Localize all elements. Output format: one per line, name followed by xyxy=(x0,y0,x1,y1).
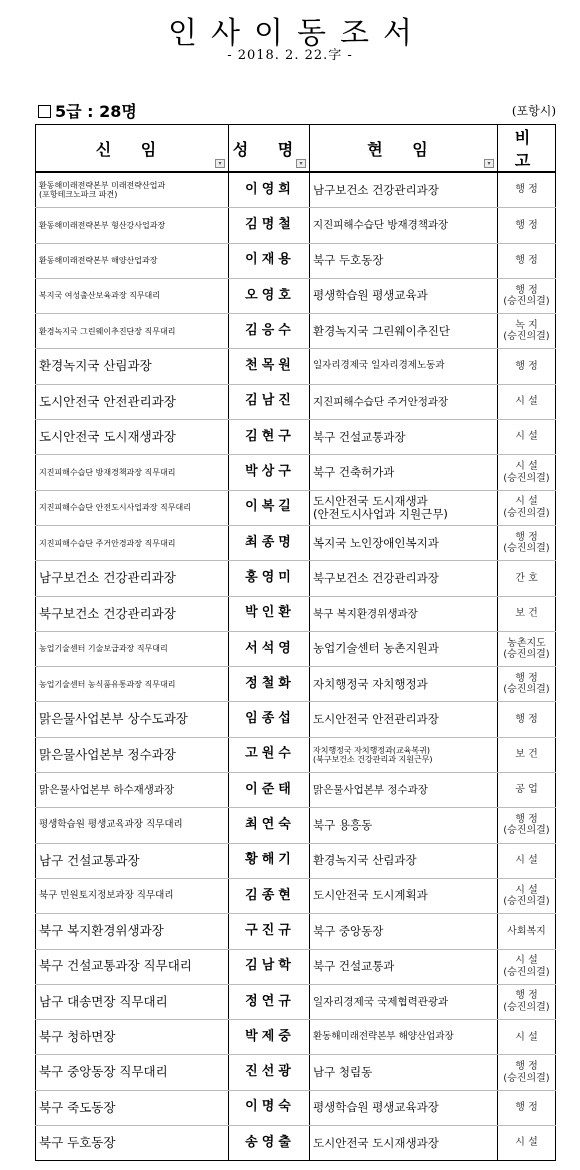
organization-label: (포항시) xyxy=(511,104,556,118)
current-post-cell xyxy=(310,596,498,631)
current-post-cell-line: 지진피해수습단 주거안정과장 xyxy=(313,395,449,408)
name-cell xyxy=(229,172,310,208)
remarks-cell-line: 시 설 xyxy=(515,431,538,443)
new-post-cell-line: 환동해미래전략본부 해양산업과장 xyxy=(39,256,158,266)
name-cell-line: 임종섭 xyxy=(245,711,295,727)
remarks-cell-line: (승진의결) xyxy=(503,507,550,519)
remarks-cell-line: 행 정 xyxy=(515,284,538,296)
new-post-cell-line: 맑은물사업본부 정수과장 xyxy=(39,746,176,762)
current-post-cell xyxy=(310,808,498,843)
checkbox-square-icon xyxy=(38,105,51,118)
name-cell-line: 오영호 xyxy=(245,287,295,303)
remarks-cell xyxy=(498,1020,556,1055)
name-cell-line: 김응수 xyxy=(245,322,295,338)
new-post-cell-line: 북구 청하면장 xyxy=(39,1029,116,1045)
new-post-cell xyxy=(36,773,229,808)
new-post-cell xyxy=(36,596,229,631)
current-post-cell xyxy=(310,243,498,278)
remarks-cell-line: (승진의결) xyxy=(503,896,550,908)
new-post-cell-line: 농업기술센터 기술보급과장 직무대리 xyxy=(39,644,168,654)
current-post-cell xyxy=(310,525,498,560)
new-post-cell-line: 북구 두호동장 xyxy=(39,1134,116,1150)
table-row xyxy=(36,349,556,384)
filter-dropdown-icon[interactable]: ▾ xyxy=(484,159,494,168)
remarks-cell-line: (승진의결) xyxy=(503,1001,550,1013)
current-post-cell xyxy=(310,349,498,384)
remarks-cell-line: (승진의결) xyxy=(503,331,550,343)
remarks-cell xyxy=(498,278,556,313)
current-post-cell xyxy=(310,667,498,702)
new-post-cell xyxy=(36,1055,229,1090)
remarks-cell-line: (승진의결) xyxy=(503,543,550,555)
section-label: 5급 : 28명 xyxy=(55,102,137,121)
remarks-cell-line: 행 정 xyxy=(515,531,538,543)
new-post-cell-line: (포항테크노파크 파견) xyxy=(39,190,118,200)
new-post-cell xyxy=(36,314,229,349)
remarks-cell-line: (승진의결) xyxy=(503,684,550,696)
current-post-cell-line: 자치행정국 자치행정과(교육복귀) xyxy=(313,745,430,755)
current-post-cell-line: 도시안전국 도시재생과 xyxy=(313,493,428,508)
name-cell-line: 이복길 xyxy=(245,499,295,515)
new-post-cell xyxy=(36,984,229,1019)
column-header-name[interactable]: 성 명 ▾ xyxy=(229,125,310,173)
table-row xyxy=(36,314,556,349)
new-post-cell xyxy=(36,208,229,243)
new-post-cell xyxy=(36,808,229,843)
remarks-cell xyxy=(498,773,556,808)
remarks-cell-line: 행 정 xyxy=(515,360,538,372)
remarks-cell-line: 시 설 xyxy=(515,955,538,967)
table-row xyxy=(36,702,556,737)
current-post-cell xyxy=(310,949,498,984)
current-post-cell-line: 일자리경제국 일자리경제노동과 xyxy=(313,360,445,372)
remarks-cell xyxy=(498,596,556,631)
document-title: 인사이동조서 xyxy=(168,16,426,51)
remarks-cell xyxy=(498,914,556,949)
name-cell xyxy=(229,984,310,1019)
new-post-cell-line: 지진피해수습단 주거안경과장 직무대리 xyxy=(39,538,176,548)
table-row xyxy=(36,561,556,596)
new-post-cell-line: 복지국 여성출산보육과장 직무대리 xyxy=(39,291,161,301)
column-header-current-post[interactable]: 현 임 ▾ xyxy=(310,125,498,173)
table-row xyxy=(36,420,556,455)
remarks-cell-line: 행 정 xyxy=(515,713,538,725)
remarks-cell-line: (승진의결) xyxy=(503,296,550,308)
new-post-cell-line: 평생학습원 평생교육과장 직무대리 xyxy=(39,819,183,831)
remarks-cell xyxy=(498,984,556,1019)
remarks-cell xyxy=(498,1090,556,1125)
current-post-cell xyxy=(310,773,498,808)
remarks-cell xyxy=(498,843,556,878)
remarks-cell-line: (승진의결) xyxy=(503,472,550,484)
new-post-cell xyxy=(36,420,229,455)
name-cell xyxy=(229,914,310,949)
name-cell xyxy=(229,702,310,737)
new-post-cell xyxy=(36,561,229,596)
current-post-cell-line: 북구 건설교통과 xyxy=(313,959,395,974)
new-post-cell-line: 환경녹지국 산림과장 xyxy=(39,358,152,374)
document-date: - 2018. 2. 22.字 - xyxy=(227,48,353,63)
new-post-cell-line: 맑은물사업본부 상수도과장 xyxy=(39,711,188,727)
remarks-cell-line: 공 업 xyxy=(515,784,538,796)
name-cell-line: 황해기 xyxy=(245,852,295,868)
new-post-cell-line: 환동해미래전략본부 미래전략산업과 xyxy=(39,180,166,190)
current-post-cell xyxy=(310,208,498,243)
name-cell-line: 김현구 xyxy=(245,428,295,444)
current-post-cell-line: 북구 중앙동장 xyxy=(313,923,384,938)
current-post-cell-line: 자치행정국 자치행정과 xyxy=(313,676,428,691)
new-post-cell-line: 남구 건설교통과장 xyxy=(39,852,140,868)
new-post-cell xyxy=(36,490,229,525)
table-row xyxy=(36,949,556,984)
new-post-cell-line: 지진피해수습단 방재경책과장 직무대리 xyxy=(39,467,176,477)
new-post-cell xyxy=(36,667,229,702)
remarks-cell-line: 행 정 xyxy=(515,672,538,684)
name-cell xyxy=(229,420,310,455)
new-post-cell xyxy=(36,455,229,490)
current-post-cell xyxy=(310,843,498,878)
table-row xyxy=(36,631,556,666)
table-row xyxy=(36,1126,556,1161)
remarks-cell-line: 녹 지 xyxy=(515,319,538,331)
new-post-cell-line: 환동해미래전략본부 형산강사업과장 xyxy=(39,220,166,230)
table-row xyxy=(36,843,556,878)
current-post-cell-line: (북구보건소 건강관리과 지원근무) xyxy=(313,754,433,764)
current-post-cell xyxy=(310,561,498,596)
section-heading xyxy=(38,99,137,122)
new-post-cell xyxy=(36,243,229,278)
name-cell-line: 정철화 xyxy=(245,675,295,691)
remarks-cell-line: 시 설 xyxy=(515,396,538,408)
current-post-cell xyxy=(310,1126,498,1161)
table-row xyxy=(36,1090,556,1125)
remarks-cell-line: 행 정 xyxy=(515,990,538,1002)
current-post-cell-line: 북구 용흥동 xyxy=(313,817,373,832)
table-body xyxy=(36,172,556,1161)
table-row xyxy=(36,914,556,949)
table-row xyxy=(36,455,556,490)
new-post-cell xyxy=(36,878,229,913)
remarks-cell-line: 보 건 xyxy=(515,607,538,619)
remarks-cell-line: 시 설 xyxy=(515,1031,538,1043)
name-cell-line: 고원수 xyxy=(245,746,295,762)
name-cell-line: 박제중 xyxy=(245,1028,295,1044)
table-row xyxy=(36,808,556,843)
remarks-cell xyxy=(498,561,556,596)
remarks-cell xyxy=(498,349,556,384)
new-post-cell-line: 북구 복지환경위생과장 xyxy=(39,923,164,939)
table-row xyxy=(36,243,556,278)
table-row xyxy=(36,384,556,419)
current-post-cell-line: 평생학습원 평생교육과장 xyxy=(313,1100,439,1115)
current-post-cell-line: 북구 건축허가과 xyxy=(313,464,395,479)
current-post-cell-line: 농업기술센터 농촌지원과 xyxy=(313,641,439,656)
current-post-cell-line: (안전도시사업과 지원근무) xyxy=(313,506,448,521)
new-post-cell-line: 도시안전국 안전관리과장 xyxy=(39,393,176,409)
remarks-cell xyxy=(498,420,556,455)
new-post-cell xyxy=(36,702,229,737)
name-cell xyxy=(229,278,310,313)
remarks-cell xyxy=(498,808,556,843)
remarks-cell xyxy=(498,525,556,560)
current-post-cell-line: 평생학습원 평생교육과 xyxy=(313,288,428,303)
name-cell-line: 서석영 xyxy=(245,640,295,656)
name-cell xyxy=(229,1090,310,1125)
current-post-cell-line: 도시안전국 도시계획과 xyxy=(313,888,428,903)
new-post-cell-line: 농업기술센터 농식품유통과장 직무대리 xyxy=(39,679,176,689)
current-post-cell-line: 환경녹지국 산림과장 xyxy=(313,853,417,868)
current-post-cell xyxy=(310,384,498,419)
remarks-cell xyxy=(498,208,556,243)
name-cell-line: 김남학 xyxy=(245,958,295,974)
new-post-cell xyxy=(36,737,229,772)
current-post-cell xyxy=(310,702,498,737)
current-post-cell-line: 북구보건소 건강관리과장 xyxy=(313,570,439,585)
current-post-cell-line: 환동해미래전략본부 해양산업과장 xyxy=(313,1030,454,1042)
remarks-cell-line: 시 설 xyxy=(515,496,538,508)
new-post-cell xyxy=(36,1126,229,1161)
current-post-cell xyxy=(310,455,498,490)
filter-dropdown-icon[interactable]: ▾ xyxy=(215,159,225,168)
current-post-cell xyxy=(310,631,498,666)
current-post-cell-line: 지진피해수습단 방재경책과장 xyxy=(313,219,449,232)
new-post-cell-line: 환경녹지국 그린웨이추진단장 직무대리 xyxy=(39,326,176,336)
filter-dropdown-icon[interactable]: ▾ xyxy=(296,159,306,168)
table-header-row xyxy=(36,125,556,173)
remarks-cell xyxy=(498,455,556,490)
remarks-cell xyxy=(498,314,556,349)
remarks-cell xyxy=(498,631,556,666)
name-cell-line: 박상구 xyxy=(245,464,295,480)
current-post-cell-line: 남구보건소 건강관리과장 xyxy=(313,182,439,197)
current-post-cell xyxy=(310,878,498,913)
current-post-cell xyxy=(310,278,498,313)
name-cell xyxy=(229,314,310,349)
name-cell xyxy=(229,349,310,384)
remarks-cell-line: 시 설 xyxy=(515,1137,538,1149)
name-cell-line: 구진규 xyxy=(245,922,295,938)
name-cell xyxy=(229,773,310,808)
name-cell-line: 최종명 xyxy=(245,534,295,550)
current-post-cell-line: 맑은물사업본부 정수과장 xyxy=(313,784,428,797)
current-post-cell-line: 일자리경제국 국제협력관광과 xyxy=(313,995,449,1008)
name-cell xyxy=(229,455,310,490)
name-cell xyxy=(229,243,310,278)
current-post-cell xyxy=(310,984,498,1019)
name-cell-line: 천목원 xyxy=(245,358,295,374)
name-cell-line: 이명숙 xyxy=(245,1099,295,1115)
current-post-cell xyxy=(310,172,498,208)
table-row xyxy=(36,172,556,208)
name-cell xyxy=(229,737,310,772)
current-post-cell-line: 복지국 노인장애인복지과 xyxy=(313,535,439,550)
new-post-cell-line: 지진피해수습단 안전도시사업과장 직무대리 xyxy=(39,503,191,513)
name-cell xyxy=(229,878,310,913)
table-row xyxy=(36,1020,556,1055)
remarks-cell xyxy=(498,243,556,278)
current-post-cell xyxy=(310,914,498,949)
table-row xyxy=(36,596,556,631)
name-cell-line: 홍영미 xyxy=(245,569,295,585)
remarks-cell-line: 시 설 xyxy=(515,855,538,867)
new-post-cell-line: 북구 민원토지정보과장 직무대리 xyxy=(39,889,174,901)
name-cell xyxy=(229,596,310,631)
table-row xyxy=(36,773,556,808)
name-cell xyxy=(229,208,310,243)
table-row xyxy=(36,278,556,313)
name-cell-line: 진선광 xyxy=(245,1064,295,1080)
new-post-cell-line: 남구보건소 건강관리과장 xyxy=(39,570,176,586)
name-cell xyxy=(229,1055,310,1090)
remarks-cell-line: 행 정 xyxy=(515,184,538,196)
current-post-cell xyxy=(310,314,498,349)
remarks-cell xyxy=(498,737,556,772)
name-cell xyxy=(229,808,310,843)
name-cell xyxy=(229,843,310,878)
current-post-cell-line: 환경녹지국 그린웨이추진단 xyxy=(313,323,450,338)
table-row xyxy=(36,737,556,772)
table-row xyxy=(36,878,556,913)
remarks-cell-line: (승진의결) xyxy=(503,649,550,660)
remarks-cell xyxy=(498,878,556,913)
name-cell-line: 이재용 xyxy=(245,252,295,268)
table-row xyxy=(36,525,556,560)
remarks-cell xyxy=(498,490,556,525)
name-cell-line: 송영출 xyxy=(245,1134,295,1150)
table-row xyxy=(36,667,556,702)
remarks-cell xyxy=(498,949,556,984)
current-post-cell xyxy=(310,1055,498,1090)
new-post-cell xyxy=(36,349,229,384)
current-post-cell-line: 북구 건설교통과장 xyxy=(313,429,406,444)
column-header-new-post[interactable]: 신 임 ▾ xyxy=(36,125,229,173)
table-row xyxy=(36,490,556,525)
new-post-cell xyxy=(36,525,229,560)
table-row xyxy=(36,1055,556,1090)
remarks-cell-line: 행 정 xyxy=(515,813,538,825)
current-post-cell-line: 남구 청림동 xyxy=(313,1064,373,1079)
remarks-cell-line: (승진의결) xyxy=(503,1072,550,1084)
new-post-cell-line: 북구 중앙동장 직무대리 xyxy=(39,1064,168,1080)
name-cell xyxy=(229,949,310,984)
name-cell-line: 김종현 xyxy=(245,887,295,903)
remarks-cell-line: (승진의결) xyxy=(503,825,550,837)
remarks-cell-line: 사회복지 xyxy=(507,925,546,937)
name-cell-line: 이준태 xyxy=(245,781,295,797)
remarks-cell-line: 시 설 xyxy=(515,461,538,473)
remarks-cell-line: (승진의결) xyxy=(503,966,550,978)
current-post-cell-line: 북구 복지환경위생과장 xyxy=(313,607,418,620)
name-cell-line: 김명철 xyxy=(245,216,295,232)
current-post-cell xyxy=(310,737,498,772)
current-post-cell-line: 도시안전국 도시재생과장 xyxy=(313,1135,439,1150)
name-cell-line: 최연숙 xyxy=(245,817,295,833)
remarks-cell-line: 보 건 xyxy=(515,749,538,761)
table-row xyxy=(36,984,556,1019)
new-post-cell xyxy=(36,631,229,666)
name-cell xyxy=(229,1126,310,1161)
remarks-cell-line: 시 설 xyxy=(515,884,538,896)
remarks-cell xyxy=(498,1126,556,1161)
new-post-cell xyxy=(36,914,229,949)
name-cell xyxy=(229,384,310,419)
new-post-cell xyxy=(36,1020,229,1055)
current-post-cell xyxy=(310,1020,498,1055)
name-cell xyxy=(229,631,310,666)
remarks-cell xyxy=(498,667,556,702)
name-cell-line: 김남진 xyxy=(245,393,295,409)
remarks-cell xyxy=(498,172,556,208)
column-header-remarks: 비 고 xyxy=(498,125,556,173)
current-post-cell xyxy=(310,1090,498,1125)
remarks-cell-line: 농촌지도 xyxy=(507,637,546,649)
name-cell xyxy=(229,1020,310,1055)
new-post-cell-line: 남구 대송면장 직무대리 xyxy=(39,993,168,1009)
remarks-cell-line: 행 정 xyxy=(515,219,538,231)
name-cell xyxy=(229,490,310,525)
name-cell-line: 정연규 xyxy=(245,993,295,1009)
new-post-cell xyxy=(36,278,229,313)
current-post-cell xyxy=(310,490,498,525)
new-post-cell xyxy=(36,843,229,878)
new-post-cell-line: 북구보건소 건강관리과장 xyxy=(39,605,176,621)
new-post-cell xyxy=(36,172,229,208)
name-cell xyxy=(229,561,310,596)
remarks-cell-line: 간 호 xyxy=(515,572,538,584)
remarks-cell-line: 행 정 xyxy=(515,1102,538,1114)
remarks-cell xyxy=(498,384,556,419)
new-post-cell-line: 북구 죽도동장 xyxy=(39,1099,116,1115)
new-post-cell xyxy=(36,1090,229,1125)
remarks-cell xyxy=(498,1055,556,1090)
remarks-cell-line: 행 정 xyxy=(515,1061,538,1073)
new-post-cell-line: 북구 건설교통과장 직무대리 xyxy=(39,958,192,974)
table-row xyxy=(36,208,556,243)
name-cell-line: 박인환 xyxy=(245,605,295,621)
current-post-cell xyxy=(310,420,498,455)
name-cell xyxy=(229,525,310,560)
name-cell-line: 이영희 xyxy=(245,181,295,197)
remarks-cell xyxy=(498,702,556,737)
new-post-cell xyxy=(36,949,229,984)
new-post-cell xyxy=(36,384,229,419)
new-post-cell-line: 도시안전국 도시재생과장 xyxy=(39,429,176,445)
current-post-cell-line: 북구 두호동장 xyxy=(313,253,384,268)
new-post-cell-line: 맑은물사업본부 하수재생과장 xyxy=(39,784,175,797)
personnel-table xyxy=(35,124,556,1161)
current-post-cell-line: 도시안전국 안전관리과장 xyxy=(313,711,439,726)
name-cell xyxy=(229,667,310,702)
remarks-cell-line: 행 정 xyxy=(515,254,538,266)
